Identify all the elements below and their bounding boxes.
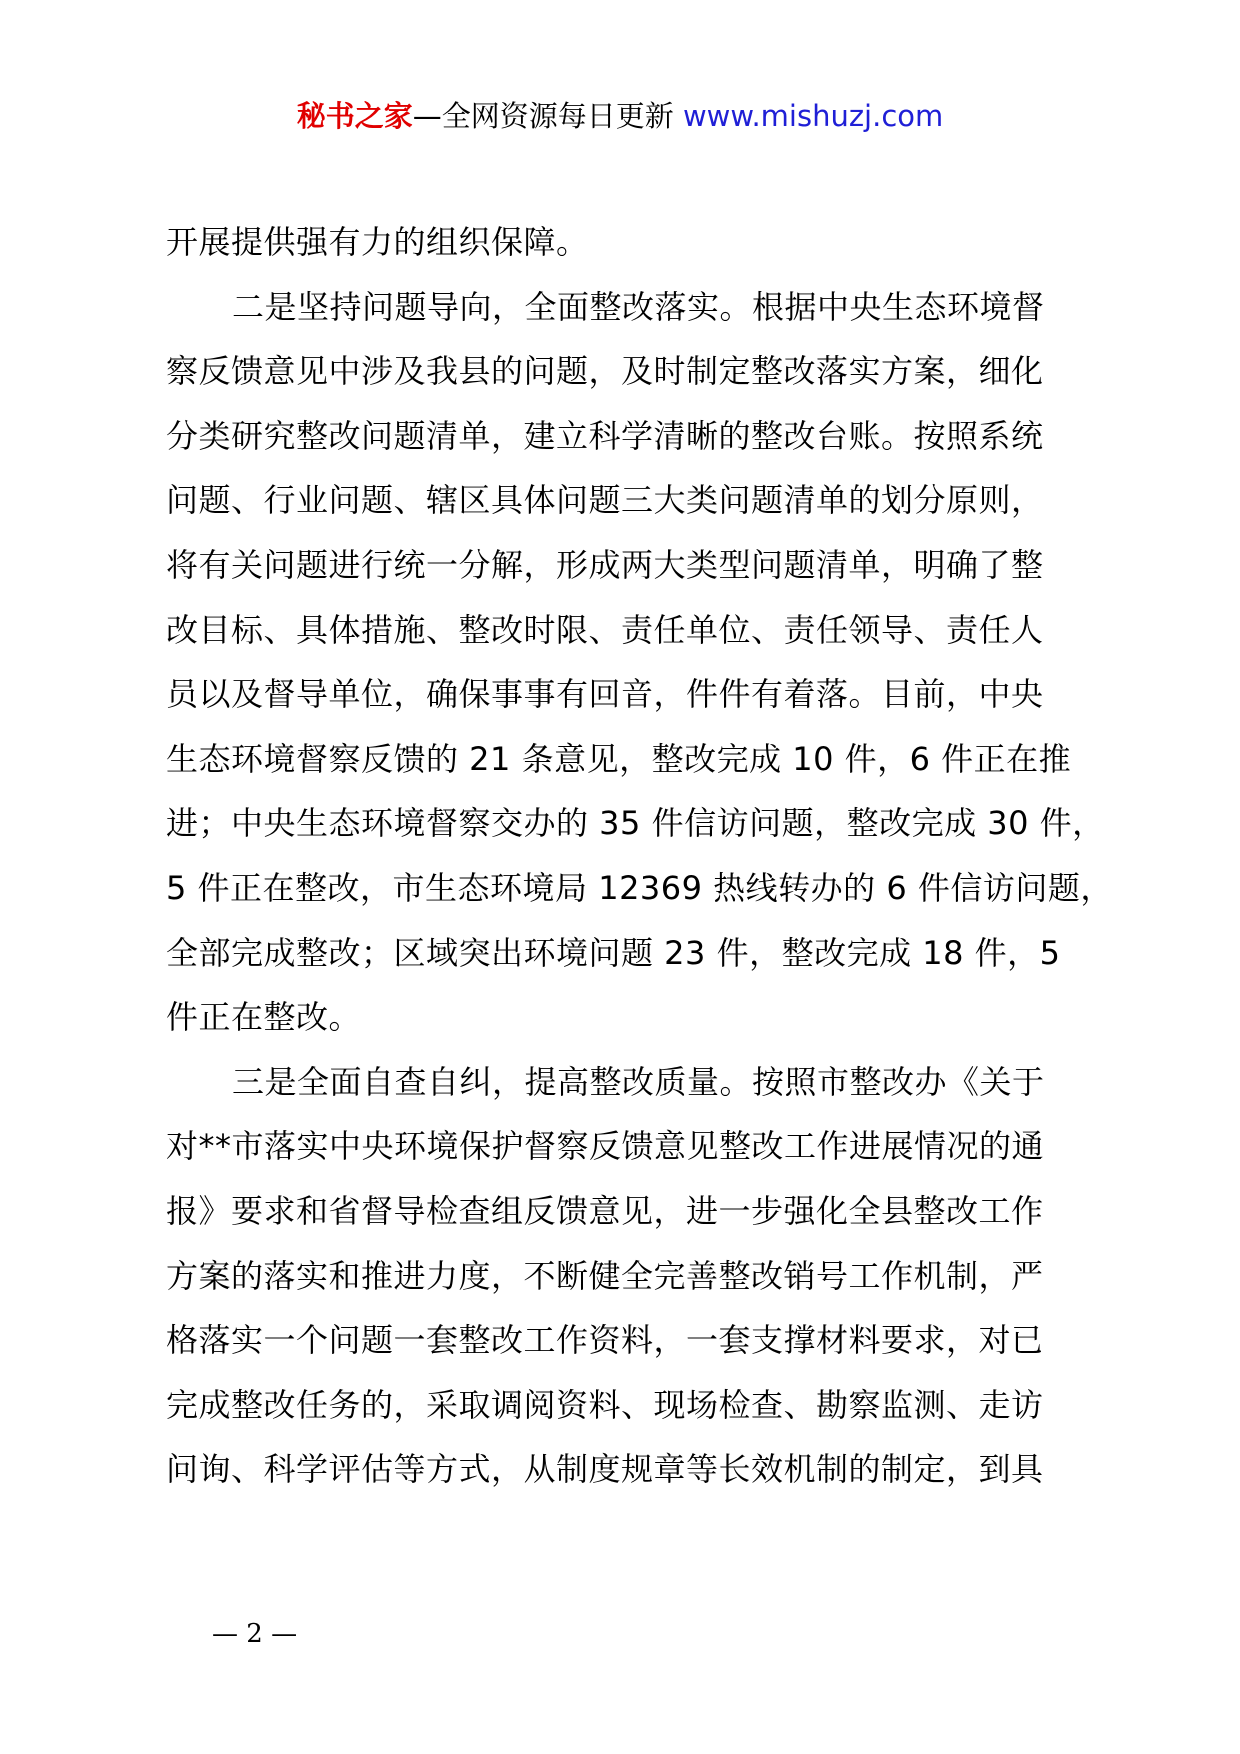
text-line: 全部完成整改；区域突出环境问题 23 件，整改完成 18 件，5 — [166, 933, 1061, 972]
text-line: 分类研究整改问题清单，建立科学清晰的整改台账。按照系统 — [166, 416, 1044, 455]
page-number: — 2 — — [212, 1619, 298, 1649]
text-line: 报》要求和省督导检查组反馈意见，进一步强化全县整改工作 — [166, 1191, 1044, 1230]
text-line: 将有关问题进行统一分解，形成两大类型问题清单，明确了整 — [166, 545, 1044, 584]
text-line: 方案的落实和推进力度，不断健全完善整改销号工作机制，严 — [166, 1256, 1044, 1295]
text-line: 对**市落实中央环境保护督察反馈意见整改工作进展情况的通 — [166, 1127, 1045, 1166]
text-line: 问题、行业问题、辖区具体问题三大类问题清单的划分原则， — [166, 481, 1044, 520]
site-url-link[interactable]: www.mishuzj.com — [682, 99, 944, 133]
text-line: 生态环境督察反馈的 21 条意见，整改完成 10 件，6 件正在推 — [166, 739, 1072, 778]
document-body — [166, 210, 1112, 1502]
text-line: 察反馈意见中涉及我县的问题，及时制定整改落实方案，细化 — [166, 352, 1044, 391]
text-line: 员以及督导单位，确保事事有回音，件件有着落。目前，中央 — [166, 675, 1044, 714]
paragraph-3-start: 三是全面自查自纠，提高整改质量。按照市整改办《关于 — [232, 1062, 1045, 1101]
site-header — [0, 96, 1240, 136]
text-line: 改目标、具体措施、整改时限、责任单位、责任领导、责任人 — [166, 610, 1044, 649]
text-line: 完成整改任务的，采取调阅资料、现场检查、勘察监测、走访 — [166, 1385, 1044, 1424]
text-line: 开展提供强有力的组织保障。 — [166, 223, 589, 261]
text-line: 件正在整改。 — [166, 998, 362, 1037]
header-tagline: —全网资源每日更新 — [412, 99, 683, 133]
text-line: 格落实一个问题一套整改工作资料，一套支撑材料要求，对已 — [166, 1321, 1044, 1360]
text-line: 5 件正在整改，市生态环境局 12369 热线转办的 6 件信访问题， — [166, 868, 1113, 907]
text-line: 问询、科学评估等方式，从制度规章等长效机制的制定，到具 — [166, 1450, 1044, 1489]
brand-name: 秘书之家 — [296, 99, 413, 133]
text-line: 进；中央生态环境督察交办的 35 件信访问题，整改完成 30 件， — [166, 804, 1105, 843]
paragraph-2-start: 二是坚持问题导向，全面整改落实。根据中央生态环境督 — [232, 287, 1045, 326]
